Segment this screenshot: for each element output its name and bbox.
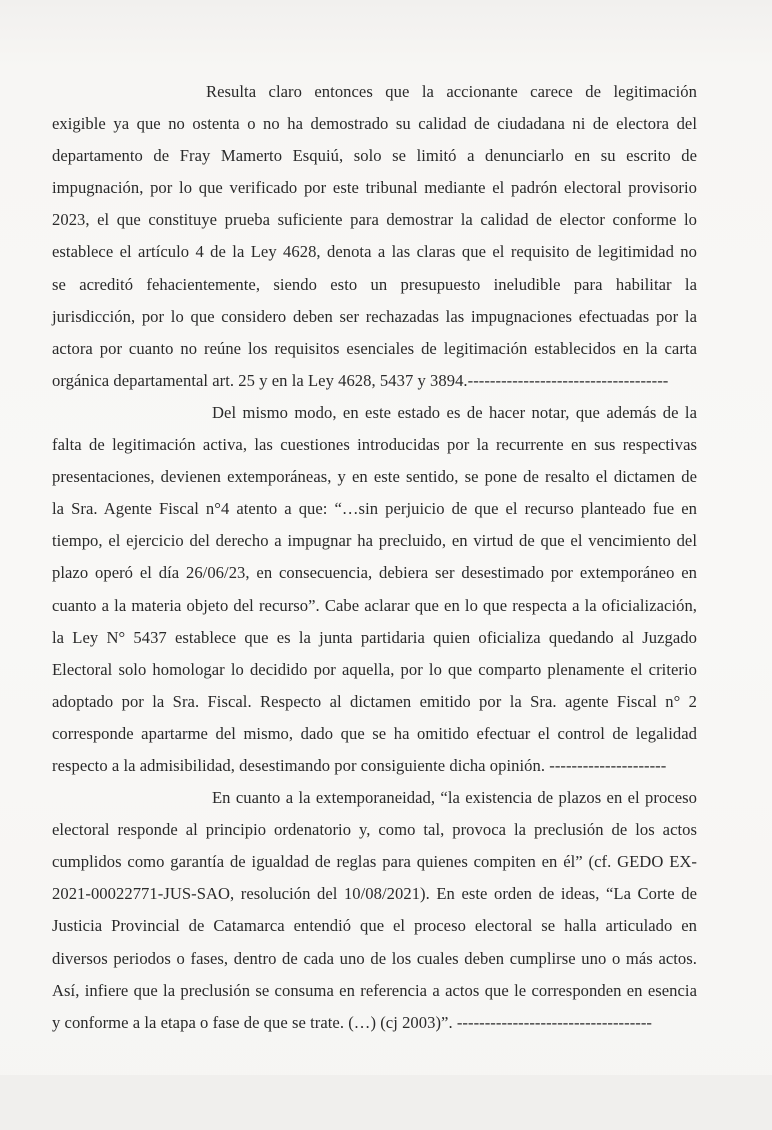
text-line: adoptado por la Sra. Fiscal. Respecto al dictamen emitido por la Sra. agente Fiscal n° 2	[52, 691, 697, 711]
paragraph-legitimacion	[52, 76, 697, 397]
text-line: Resulta claro entonces que la accionante carece de legitimación	[206, 82, 697, 101]
text-line: tiempo, el ejercicio del derecho a impugnar ha precluido, en virtud de que el vencimiento del	[52, 531, 697, 551]
text-line: respecto a la admisibilidad, desestimando por consiguiente dicha opinión. ---------------------	[52, 755, 667, 775]
text-line: actora por cuanto no reúne los requisitos esenciales de legitimación establecidos en la carta	[52, 338, 697, 358]
text-line: y conforme a la etapa o fase de que se trate. (…) (cj 2003)”. -----------------------------------	[52, 1012, 653, 1032]
text-line: 2021-00022771-JUS-SAO, resolución del 10/08/2021). En este orden de ideas, “La Corte de	[52, 884, 697, 904]
text-line: jurisdicción, por lo que considero deben ser rechazadas las impugnaciones efectuadas por la	[52, 306, 697, 326]
text-line: presentaciones, devienen extemporáneas, y en este sentido, se pone de resalto el dictamen de	[52, 467, 697, 487]
text-line: cumplidos como garantía de igualdad de reglas para quienes compiten en él” (cf. GEDO EX-	[52, 852, 697, 872]
text-line: Electoral solo homologar lo decidido por aquella, por lo que comparto plenamente el criterio	[52, 659, 697, 679]
paragraph-extemporaneidad	[52, 782, 697, 1039]
paragraph-extemporaneas	[52, 397, 697, 782]
text-line: En cuanto a la extemporaneidad, “la existencia de plazos en el proceso	[212, 788, 697, 808]
text-line: 2023, el que constituye prueba suficiente para demostrar la calidad de elector conforme lo	[52, 210, 697, 230]
text-line: plazo operó el día 26/06/23, en consecuencia, debiera ser desestimado por extemporáneo en	[52, 563, 697, 583]
text-line: corresponde apartarme del mismo, dado que se ha omitido efectuar el control de legalidad	[52, 723, 697, 743]
text-line: departamento de Fray Mamerto Esquiú, solo se limitó a denunciarlo en su escrito de	[52, 146, 697, 166]
text-line: impugnación, por lo que verificado por este tribunal mediante el padrón electoral provisorio	[52, 178, 697, 198]
document-body	[52, 76, 697, 1039]
text-line: orgánica departamental art. 25 y en la Ley 4628, 5437 y 3894.------------------------------------	[52, 370, 669, 390]
text-line: falta de legitimación activa, las cuestiones introducidas por la recurrente en sus respectivas	[52, 435, 697, 455]
text-line: exigible ya que no ostenta o no ha demostrado su calidad de ciudadana ni de electora del	[52, 114, 697, 134]
text-line: Así, infiere que la preclusión se consuma en referencia a actos que le corresponden en esencia	[52, 980, 697, 1000]
text-line: electoral responde al principio ordenatorio y, como tal, provoca la preclusión de los actos	[52, 820, 697, 840]
text-line: cuanto a la materia objeto del recurso”. Cabe aclarar que en lo que respecta a la oficialización,	[52, 595, 697, 615]
text-line: la Sra. Agente Fiscal n°4 atento a que: “…sin perjuicio de que el recurso planteado fue en	[52, 499, 697, 519]
text-line: la Ley N° 5437 establece que es la junta partidaria quien oficializa quedando al Juzgado	[52, 627, 697, 647]
page-bottom-margin	[0, 1075, 772, 1130]
text-line: Justicia Provincial de Catamarca entendió que el proceso electoral se halla articulado en	[52, 916, 697, 936]
text-line: se acreditó fehacientemente, siendo esto un presupuesto ineludible para habilitar la	[52, 274, 697, 294]
text-line: establece el artículo 4 de la Ley 4628, denota a las claras que el requisito de legitimidad no	[52, 242, 697, 262]
text-line: diversos periodos o fases, dentro de cada uno de los cuales deben cumplirse uno o más actos.	[52, 948, 697, 968]
text-line: Del mismo modo, en este estado es de hacer notar, que además de la	[212, 402, 697, 422]
